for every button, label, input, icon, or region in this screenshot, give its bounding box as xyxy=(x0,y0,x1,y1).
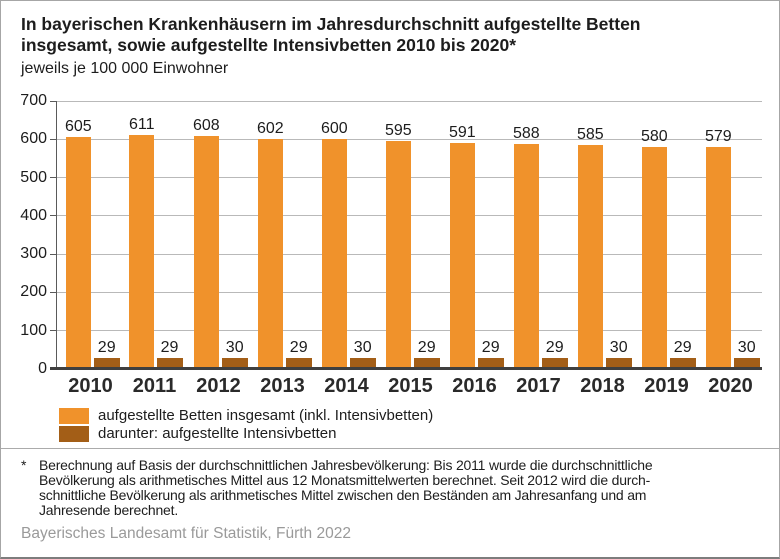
chart-title-line-1: In bayerischen Krankenhäusern im Jahresdurchschnitt aufgestellte Betten xyxy=(21,14,641,34)
y-tick-label: 200 xyxy=(20,283,47,301)
bar-group-2014 xyxy=(321,120,376,369)
x-tick-label-2010: 2010 xyxy=(68,375,113,397)
bar-value-label: 611 xyxy=(129,116,155,134)
x-tick-label-2017: 2017 xyxy=(516,375,561,397)
bar-value-label: 605 xyxy=(65,118,92,136)
footnote-line: Jahresende berechnet. xyxy=(39,502,179,518)
y-tick-mark xyxy=(50,330,57,331)
bar-total-2016 xyxy=(450,143,475,369)
bar-value-label: 29 xyxy=(481,338,500,356)
x-tick-label-2011: 2011 xyxy=(132,375,177,397)
footer-separator xyxy=(1,448,779,449)
y-tick-mark xyxy=(50,215,57,216)
chart-subtitle: jeweils je 100 000 Einwohner xyxy=(21,60,229,77)
bar-column xyxy=(577,126,604,369)
bar-column xyxy=(94,339,120,369)
bar-group-2020 xyxy=(705,128,760,369)
footnote-line: schnittliche Bevölkerung als arithmetisches Mittel zwischen den Beständen am Jahresanfang und am xyxy=(39,487,647,503)
footnote-line: Berechnung auf Basis der durchschnittlichen Jahresbevölkerung: Bis 2011 wurde die durchschnittliche xyxy=(39,457,653,473)
bar-column xyxy=(606,339,632,370)
x-tick-label-2016: 2016 xyxy=(452,375,497,397)
y-tick-label: 300 xyxy=(20,245,47,263)
chart-title-line-2: insgesamt, sowie aufgestellte Intensivbetten 2010 bis 2020* xyxy=(21,35,517,55)
bar-total-2020 xyxy=(706,147,731,369)
bar-total-2017 xyxy=(514,144,539,369)
bar-group-2019 xyxy=(641,128,696,369)
bar-column xyxy=(257,120,284,370)
legend xyxy=(59,407,433,443)
bar-value-label: 29 xyxy=(289,338,308,356)
legend-item-total xyxy=(59,407,433,424)
bar-column xyxy=(734,339,760,370)
bar-total-2019 xyxy=(642,147,667,369)
bar-total-2015 xyxy=(386,141,411,369)
bar-value-label: 588 xyxy=(513,124,540,142)
bar-column xyxy=(350,339,376,370)
bar-column xyxy=(414,339,440,369)
bar-column xyxy=(286,339,312,369)
bar-group-2016 xyxy=(449,124,504,369)
plot-area xyxy=(56,101,762,369)
bar-column xyxy=(65,118,92,369)
bar-column xyxy=(222,339,248,370)
x-axis-line xyxy=(50,367,762,370)
bar-total-2013 xyxy=(258,139,283,370)
bar-group-2012 xyxy=(193,117,248,369)
x-tick-label-2015: 2015 xyxy=(388,375,433,397)
bar-column xyxy=(705,128,732,369)
bar-value-label: 595 xyxy=(385,122,412,140)
bar-total-2014 xyxy=(322,139,347,369)
chart-header xyxy=(21,14,641,79)
y-tick-mark xyxy=(50,292,57,293)
bar-value-label: 30 xyxy=(225,338,244,356)
x-tick-label-2014: 2014 xyxy=(324,375,369,397)
bar-column xyxy=(513,125,540,369)
footnote-text xyxy=(39,458,652,518)
y-tick-mark xyxy=(50,177,57,178)
legend-swatch-total xyxy=(59,408,89,424)
bar-column xyxy=(449,124,476,369)
y-tick-mark xyxy=(50,254,57,255)
bar-column xyxy=(641,128,668,369)
footnote-line: Bevölkerung als arithmetisches Mittel aus 12 Monatsmittelwerten berechnet. Seit 2012 wird die durch- xyxy=(39,472,651,488)
bar-value-label: 608 xyxy=(193,117,220,135)
bar-group-2011 xyxy=(129,116,183,369)
footnote-marker: * xyxy=(21,457,27,473)
x-tick-label-2013: 2013 xyxy=(260,375,305,397)
bar-value-label: 29 xyxy=(673,338,692,356)
y-tick-label: 100 xyxy=(20,321,47,339)
bar-value-label: 602 xyxy=(257,119,284,137)
source-credit: Bayerisches Landesamt für Statistik, Fürth 2022 xyxy=(21,525,351,542)
bar-value-label: 579 xyxy=(705,128,732,146)
bar-value-label: 29 xyxy=(417,338,436,356)
bar-column xyxy=(478,339,504,369)
bar-group-2010 xyxy=(65,118,120,369)
bar-value-label: 29 xyxy=(97,338,116,356)
y-tick-label: 0 xyxy=(38,360,47,377)
bar-total-2010 xyxy=(66,137,91,369)
gridline xyxy=(57,101,762,102)
bar-value-label: 600 xyxy=(321,120,348,138)
bar-column xyxy=(385,122,412,369)
y-tick-label: 500 xyxy=(20,168,47,186)
bar-value-label: 580 xyxy=(641,127,668,145)
x-tick-label-2020: 2020 xyxy=(708,375,753,397)
bar-column xyxy=(193,117,220,369)
bar-total-2012 xyxy=(194,136,219,369)
bar-value-label: 30 xyxy=(737,338,756,356)
y-tick-label: 400 xyxy=(20,206,47,224)
legend-label-total: aufgestellte Betten insgesamt (inkl. Intensivbetten) xyxy=(98,407,434,424)
bar-value-label: 30 xyxy=(609,338,628,356)
y-tick-label: 600 xyxy=(20,130,47,148)
y-tick-label: 700 xyxy=(20,92,47,109)
bar-column xyxy=(129,116,155,369)
bar-column xyxy=(670,339,696,369)
bar-group-2013 xyxy=(257,120,312,370)
bar-group-2018 xyxy=(577,126,632,369)
x-tick-label-2019: 2019 xyxy=(644,375,689,397)
x-tick-label-2018: 2018 xyxy=(580,375,625,397)
legend-label-intensive: darunter: aufgestellte Intensivbetten xyxy=(98,425,337,442)
y-tick-mark xyxy=(50,139,57,140)
bar-value-label: 29 xyxy=(160,338,179,356)
legend-swatch-intensive xyxy=(59,426,89,442)
x-tick-label-2012: 2012 xyxy=(196,375,241,397)
bar-total-2011 xyxy=(129,135,154,369)
bar-value-label: 30 xyxy=(353,338,372,356)
y-tick-mark xyxy=(50,101,57,102)
bar-group-2015 xyxy=(385,122,440,369)
bar-group-2017 xyxy=(513,125,568,369)
bar-column xyxy=(321,120,348,369)
footnote xyxy=(21,458,652,518)
bar-value-label: 585 xyxy=(577,126,604,143)
bar-column xyxy=(542,339,568,369)
bar-total-2018 xyxy=(578,145,603,369)
bar-value-label: 591 xyxy=(449,123,476,141)
bar-column xyxy=(157,339,183,369)
bar-value-label: 29 xyxy=(545,338,564,356)
legend-item-intensive xyxy=(59,425,433,442)
